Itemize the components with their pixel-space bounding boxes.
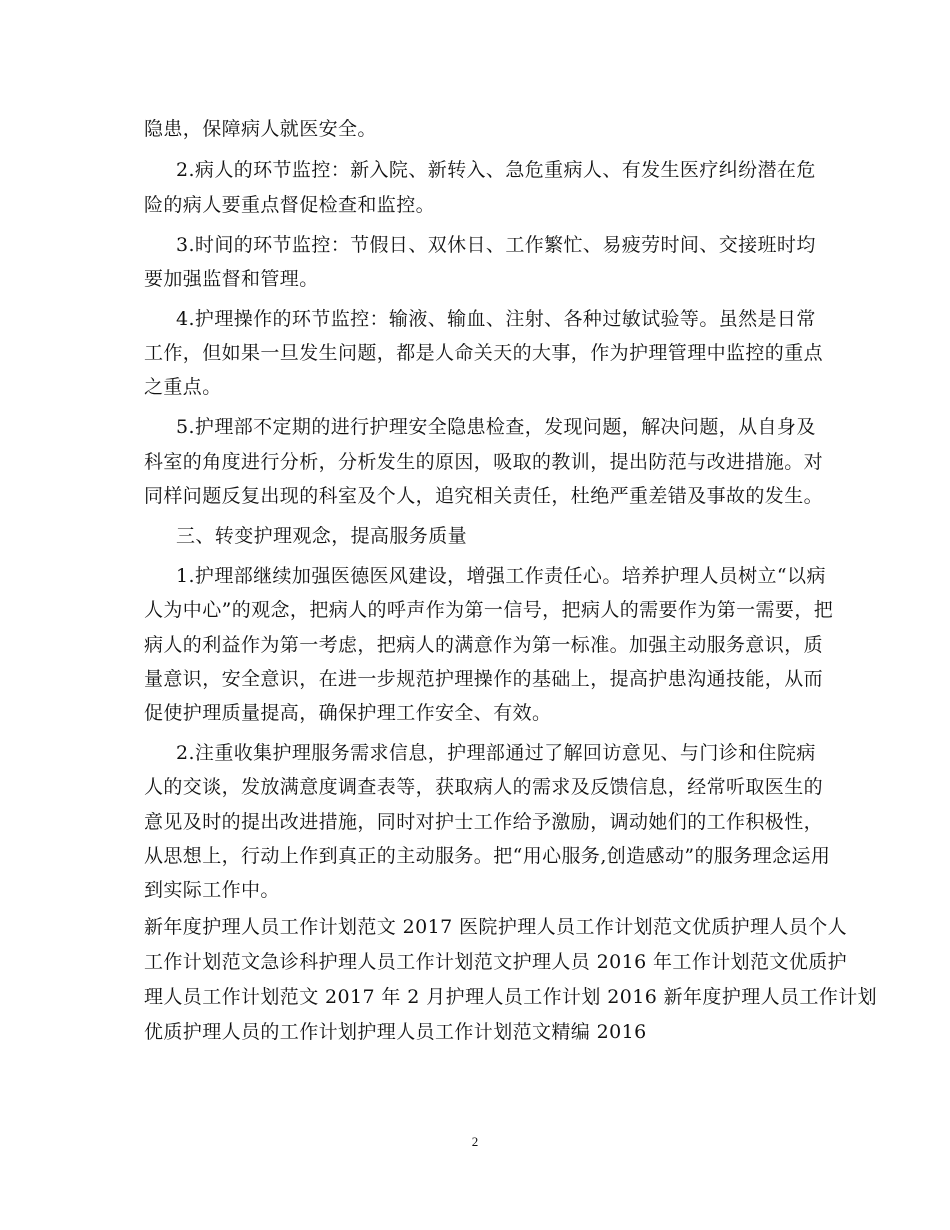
paragraph-line: 促使护理质量提高，确保护理工作安全、有效。 xyxy=(144,702,552,724)
paragraph-line: 人的交谈，发放满意度调查表等，获取病人的需求及反馈信息，经常听取医生的 xyxy=(144,776,824,798)
paragraph-line: 从思想上，行动上作到真正的主动服务。把“用心服务,创造感动”的服务理念运用 xyxy=(144,845,831,867)
paragraph-line: 1.护理部继续加强医德医风建设，增强工作责任心。培养护理人员树立“以病 xyxy=(176,565,826,587)
paragraph-line: 险的病人要重点督促检查和监控。 xyxy=(144,194,436,216)
paragraph-line: 2.病人的环节监控：新入院、新转入、急危重病人、有发生医疗纠纷潜在危 xyxy=(176,159,816,181)
paragraph-line: 2.注重收集护理服务需求信息，护理部通过了解回访意见、与门诊和住院病 xyxy=(176,742,816,764)
paragraph-line: 4.护理操作的环节监控：输液、输血、注射、各种过敏试验等。虽然是日常 xyxy=(176,308,816,330)
section-heading: 三、转变护理观念，提高服务质量 xyxy=(176,525,468,547)
related-links-line: 工作计划范文急诊科护理人员工作计划范文护理人员 2016 年工作计划范文优质护 xyxy=(144,951,848,973)
paragraph-line: 到实际工作中。 xyxy=(144,879,280,901)
paragraph-line: 同样问题反复出现的科室及个人，追究相关责任，杜绝严重差错及事故的发生。 xyxy=(144,485,824,507)
paragraph-line: 之重点。 xyxy=(144,376,222,398)
paragraph-line: 意见及时的提出改进措施，同时对护士工作给予激励，调动她们的工作积极性， xyxy=(144,811,824,833)
related-links-line: 理人员工作计划范文 2017 年 2 月护理人员工作计划 2016 新年度护理人员工作计划 xyxy=(144,986,878,1008)
paragraph-line: 3.时间的环节监控：节假日、双休日、工作繁忙、易疲劳时间、交接班时均 xyxy=(176,234,816,256)
paragraph-line: 病人的利益作为第一考虑，把病人的满意作为第一标准。加强主动服务意识，质 xyxy=(144,634,824,656)
paragraph-line: 要加强监督和管理。 xyxy=(144,268,319,290)
paragraph-line: 工作，但如果一旦发生问题，都是人命关天的大事，作为护理管理中监控的重点 xyxy=(144,342,824,364)
paragraph-line: 人为中心”的观念，把病人的呼声作为第一信号，把病人的需要作为第一需要，把 xyxy=(144,599,834,621)
paragraph-line: 5.护理部不定期的进行护理安全隐患检查，发现问题，解决问题，从自身及 xyxy=(176,416,816,438)
related-links-line: 新年度护理人员工作计划范文 2017 医院护理人员工作计划范文优质护理人员个人 xyxy=(144,916,848,938)
paragraph-line: 量意识，安全意识，在进一步规范护理操作的基础上，提高护患沟通技能，从而 xyxy=(144,668,824,690)
page-number: 2 xyxy=(471,1134,479,1149)
paragraph-line: 隐患，保障病人就医安全。 xyxy=(144,118,377,140)
paragraph-line: 科室的角度进行分析，分析发生的原因，吸取的教训，提出防范与改进措施。对 xyxy=(144,451,824,473)
related-links-line: 优质护理人员的工作计划护理人员工作计划范文精编 2016 xyxy=(144,1021,647,1043)
